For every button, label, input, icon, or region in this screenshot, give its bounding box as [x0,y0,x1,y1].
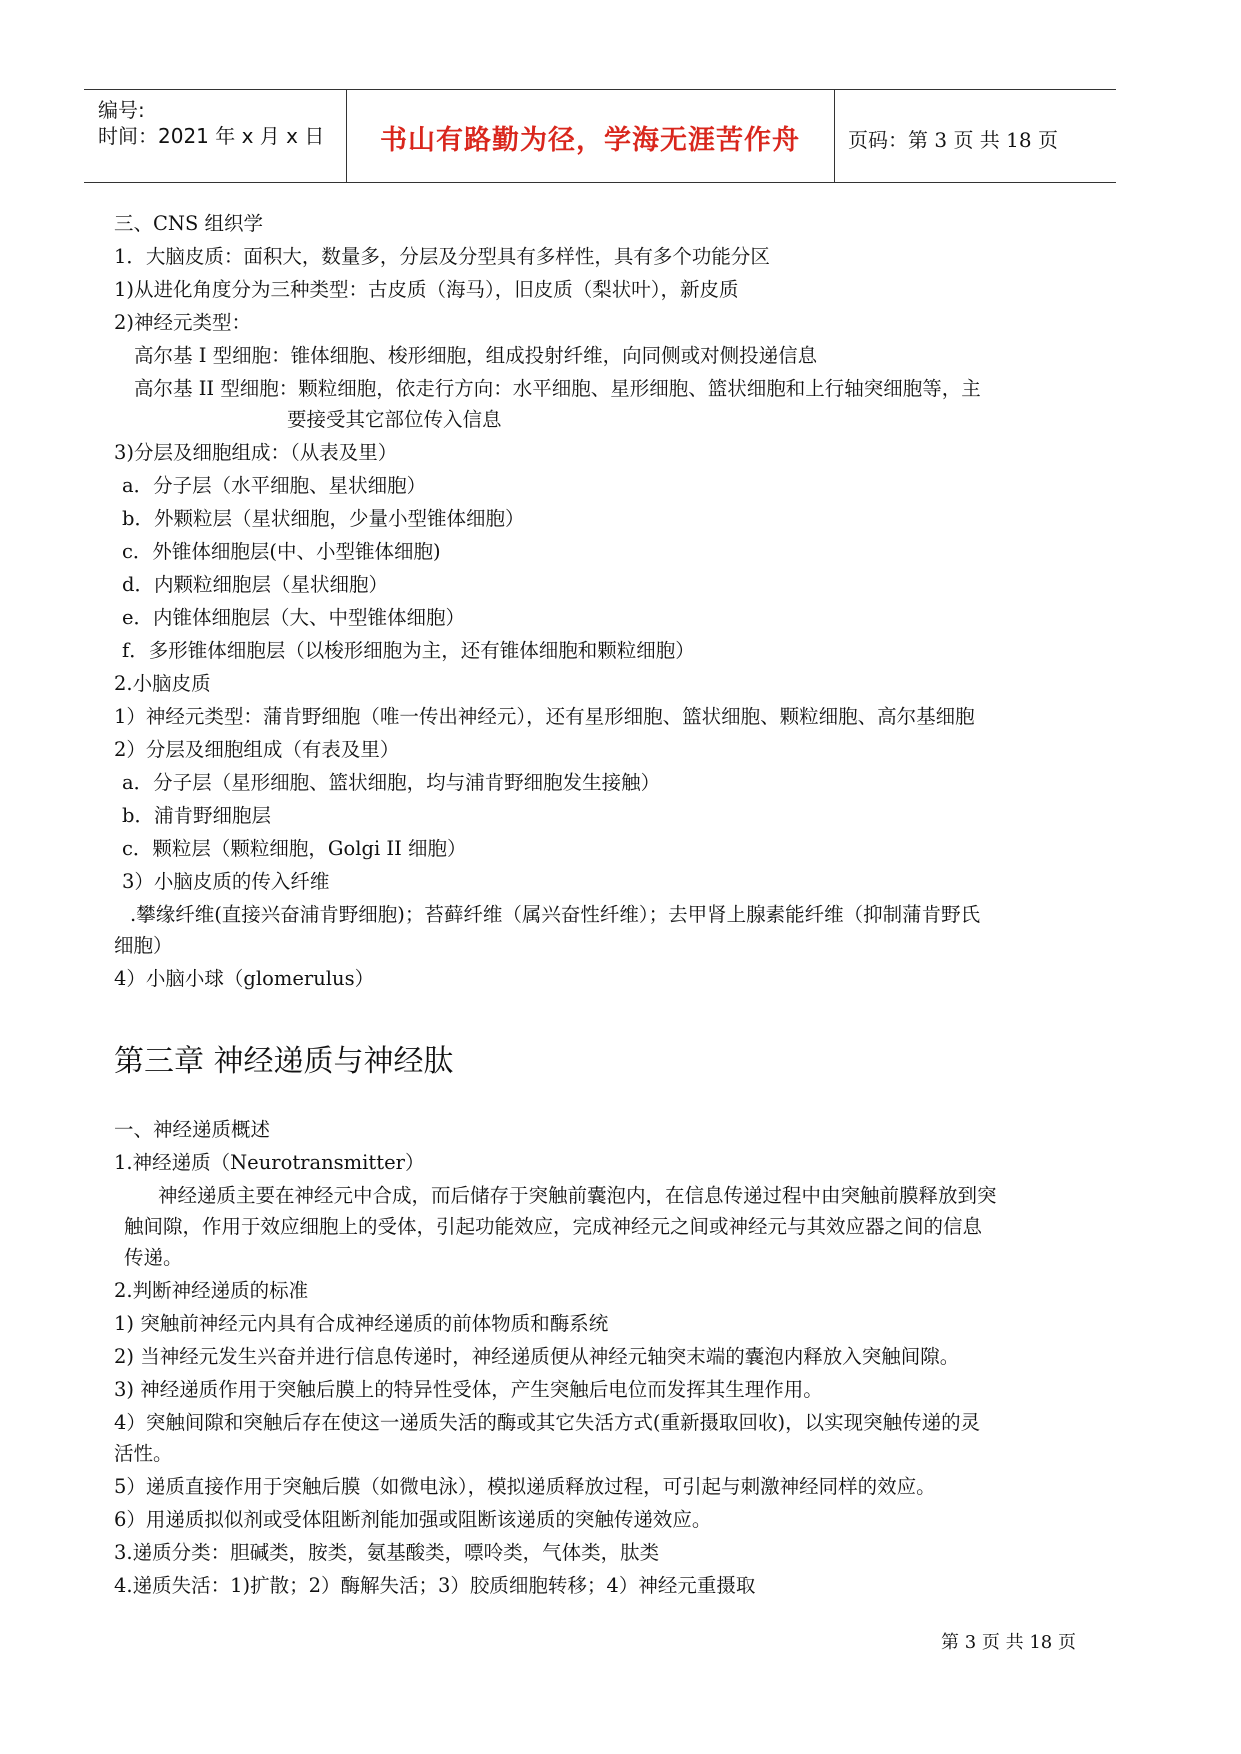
document-time-label: 时间：2021 年 x 月 x 日 [98,124,325,148]
text-line: 3）小脑皮质的传入纤维 [122,870,330,893]
list-item: c．颗粒层（颗粒细胞，Golgi II 细胞） [122,837,467,860]
list-item: a．分子层（星形细胞、篮状细胞，均与浦肯野细胞发生接触） [122,771,661,794]
list-item: a．分子层（水平细胞、星状细胞） [122,474,427,497]
text-line: 2）分层及细胞组成（有表及里） [114,738,400,761]
list-item: c．外锥体细胞层(中、小型锥体细胞) [122,540,441,563]
header-motto: 书山有路勤为径，学海无涯苦作舟 [380,125,800,156]
text-line: .攀缘纤维(直接兴奋浦肯野细胞)；苔藓纤维（属兴奋性纤维）；去甲肾上腺素能纤维（抑制蒲肯野氏 [130,903,981,926]
text-line: 1．大脑皮质：面积大，数量多，分层及分型具有多样性，具有多个功能分区 [114,245,770,268]
section-heading: 一、神经递质概述 [114,1118,271,1141]
text-line: 2.小脑皮质 [114,672,211,695]
text-line: 要接受其它部位传入信息 [287,408,502,431]
list-item: f．多形锥体细胞层（以梭形细胞为主，还有锥体细胞和颗粒细胞） [122,639,695,662]
paragraph-line: 触间隙，作用于效应细胞上的受体，引起功能效应，完成神经元之间或神经元与其效应器之间的信息 [124,1215,983,1238]
section-heading: 三、CNS 组织学 [114,212,264,235]
text-line: 1.神经递质（Neurotransmitter） [114,1151,425,1174]
text-line: 高尔基 II 型细胞：颗粒细胞，依走行方向：水平细胞、星形细胞、篮状细胞和上行轴突细胞等，主 [134,377,981,400]
text-line: 1）神经元类型：蒲肯野细胞（唯一传出神经元），还有星形细胞、篮状细胞、颗粒细胞、高尔基细胞 [114,705,975,728]
text-line: 2.判断神经递质的标准 [114,1279,309,1302]
header-page-cell [834,90,1116,182]
list-item: 3) 神经递质作用于突触后膜上的特异性受体，产生突触后电位而发挥其生理作用。 [114,1378,823,1401]
chapter-title: 第三章 神经递质与神经肽 [114,1044,454,1079]
list-item: b．浦肯野细胞层 [122,804,271,827]
text-line: 2)神经元类型： [114,311,252,334]
list-item: d．内颗粒细胞层（星状细胞） [122,573,388,596]
document-header [84,89,1116,183]
list-item: 1) 突触前神经元内具有合成神经递质的前体物质和酶系统 [114,1312,609,1335]
text-line: 4）小脑小球（glomerulus） [114,967,375,990]
text-line: 3.递质分类：胆碱类，胺类，氨基酸类，嘌呤类，气体类，肽类 [114,1541,660,1564]
text-line: 活性。 [114,1442,173,1465]
list-item: 2) 当神经元发生兴奋并进行信息传递时，神经递质便从神经元轴突末端的囊泡内释放入突触间隙。 [114,1345,960,1368]
text-line: 高尔基 I 型细胞：锥体细胞、梭形细胞，组成投射纤维，向同侧或对侧投递信息 [134,344,818,367]
paragraph-line: 神经递质主要在神经元中合成，而后储存于突触前囊泡内，在信息传递过程中由突触前膜释放到突 [158,1184,997,1207]
text-line: 1)从进化角度分为三种类型：古皮质（海马），旧皮质（梨状叶），新皮质 [114,278,739,301]
list-item: 6）用递质拟似剂或受体阻断剂能加强或阻断该递质的突触传递效应。 [114,1508,712,1531]
list-item: e．内锥体细胞层（大、中型锥体细胞） [122,606,466,629]
text-line: 3)分层及细胞组成：（从表及里） [114,441,398,464]
header-meta-cell [84,90,347,182]
list-item: 5）递质直接作用于突触后膜（如微电泳），模拟递质释放过程，可引起与刺激神经同样的效应。 [114,1475,936,1498]
header-page-label: 页码：第 3 页 共 18 页 [848,128,1058,152]
document-number-label: 编号: [98,98,145,122]
text-line: 细胞） [114,934,173,957]
paragraph-line: 传递。 [124,1246,183,1269]
list-item: 4）突触间隙和突触后存在使这一递质失活的酶或其它失活方式(重新摄取回收)，以实现突触传递的灵 [114,1411,981,1434]
page-footer: 第 3 页 共 18 页 [941,1632,1076,1653]
list-item: b．外颗粒层（星状细胞，少量小型锥体细胞） [122,507,525,530]
text-line: 4.递质失活：1)扩散；2）酶解失活；3）胶质细胞转移；4）神经元重摄取 [114,1574,756,1597]
header-motto-cell [346,90,835,182]
